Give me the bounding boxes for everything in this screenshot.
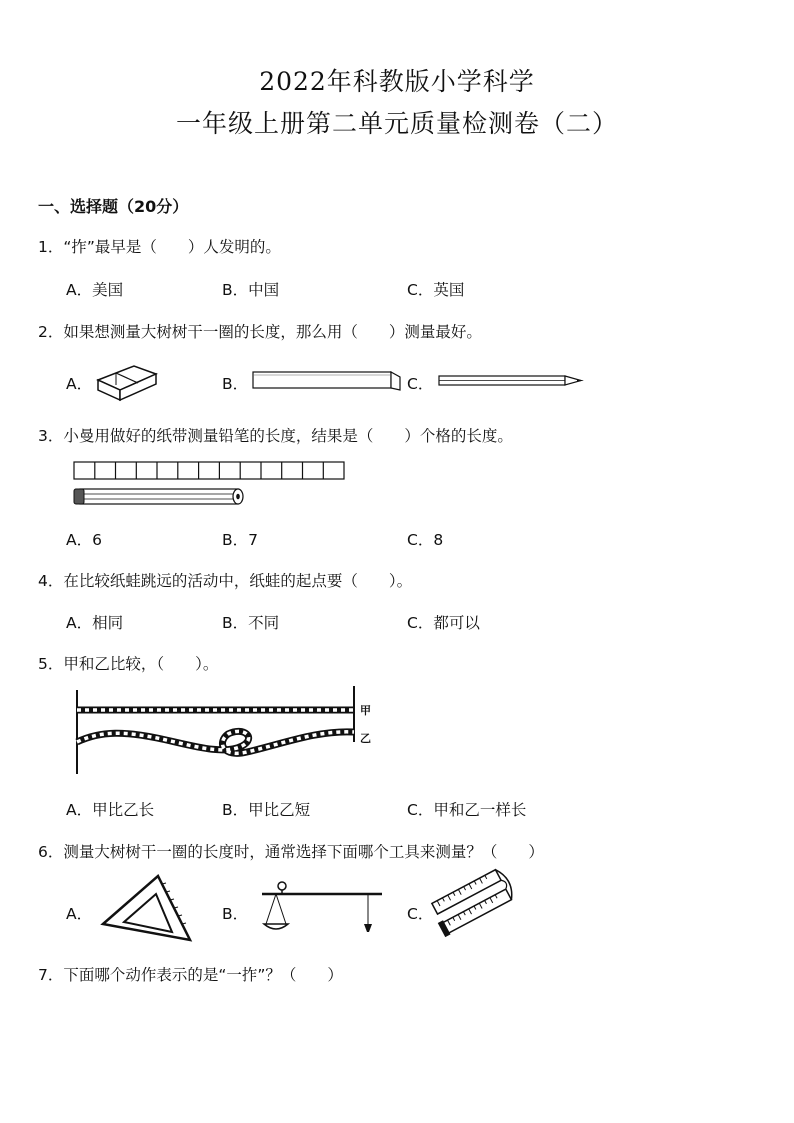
question-6: 6．测量大树树干一圈的长度时，通常选择下面哪个工具来测量？（ ） xyxy=(38,843,544,861)
tape-measure-icon xyxy=(434,866,514,946)
q2-option-c[interactable]: C． xyxy=(407,375,434,393)
section-heading: 一、选择题（20分） xyxy=(38,197,189,216)
q6-option-b[interactable]: B． xyxy=(222,905,249,923)
rope-comparison-figure xyxy=(72,686,362,778)
triangle-ruler-icon xyxy=(100,872,194,944)
q6-option-a[interactable]: A． xyxy=(66,905,93,923)
paper-strip-and-pencil-figure xyxy=(72,460,350,512)
eraser-icon xyxy=(94,360,160,402)
rope-label-yi: 乙 xyxy=(360,732,371,745)
q5-option-a[interactable]: A．甲比乙长 xyxy=(66,801,155,819)
question-1: 1．“拃”最早是（ ）人发明的。 xyxy=(38,238,281,256)
q1-option-c[interactable]: C．英国 xyxy=(407,281,465,299)
question-4: 4．在比较纸蛙跳远的活动中，纸蛙的起点要（ ）。 xyxy=(38,572,413,590)
paper-strip-icon xyxy=(252,370,402,392)
balance-scale-icon xyxy=(256,876,386,940)
q2-option-a[interactable]: A． xyxy=(66,375,93,393)
q6-option-c[interactable]: C． xyxy=(407,905,434,923)
question-2: 2．如果想测量大树树干一圈的长度，那么用（ ）测量最好。 xyxy=(38,323,482,341)
q4-option-c[interactable]: C．都可以 xyxy=(407,614,480,632)
q3-option-b[interactable]: B．7 xyxy=(222,531,258,549)
q2-option-b[interactable]: B． xyxy=(222,375,249,393)
q5-option-c[interactable]: C．甲和乙一样长 xyxy=(407,801,527,819)
question-3: 3．小曼用做好的纸带测量铅笔的长度，结果是（ ）个格的长度。 xyxy=(38,427,513,445)
question-5: 5．甲和乙比较，（ ）。 xyxy=(38,655,219,673)
page-title: 2022年科教版小学科学 xyxy=(259,67,535,96)
q3-option-a[interactable]: A．6 xyxy=(66,531,102,549)
q4-option-b[interactable]: B．不同 xyxy=(222,614,280,632)
q3-option-c[interactable]: C．8 xyxy=(407,531,444,549)
q1-option-a[interactable]: A．美国 xyxy=(66,281,124,299)
pencil-icon xyxy=(438,373,588,389)
q5-option-b[interactable]: B．甲比乙短 xyxy=(222,801,311,819)
question-7: 7．下面哪个动作表示的是“一拃”？（ ） xyxy=(38,966,343,984)
page-subtitle: 一年级上册第二单元质量检测卷（二） xyxy=(175,109,618,138)
rope-label-jia: 甲 xyxy=(360,704,371,717)
q1-option-b[interactable]: B．中国 xyxy=(222,281,280,299)
q4-option-a[interactable]: A．相同 xyxy=(66,614,124,632)
